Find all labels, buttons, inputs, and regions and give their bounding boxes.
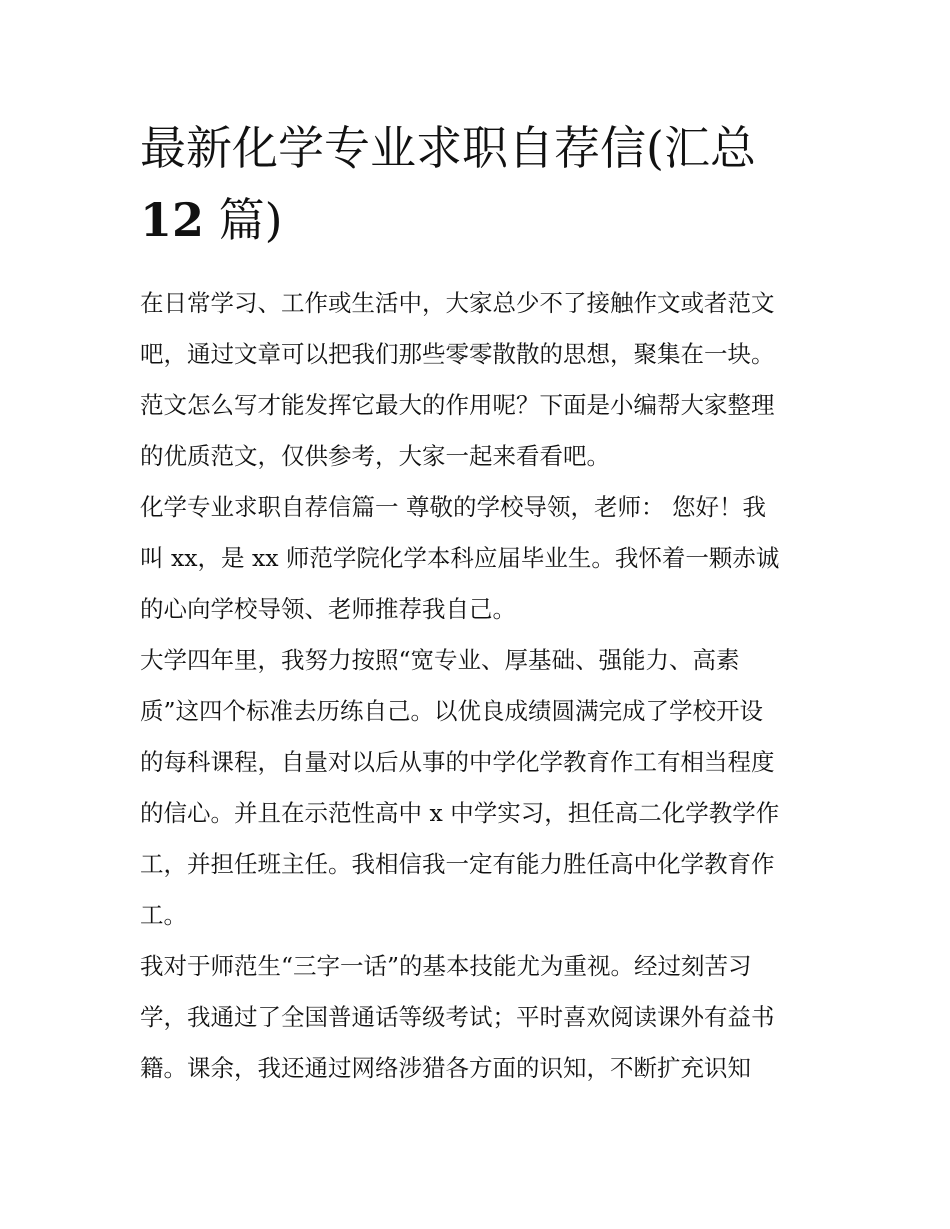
- body-line: 叫 xx，是 xx 师范学院化学本科应届毕业生。我怀着一颗赤诚: [140, 544, 780, 572]
- body-line: 范文怎么写才能发挥它最大的作用呢？下面是小编帮大家整理: [140, 391, 775, 419]
- document-body: [140, 278, 812, 1094]
- body-line: 大学四年里，我努力按照“宽专业、厚基础、强能力、高素: [140, 646, 740, 674]
- body-line: 籍。课余，我还通过网络涉猎各方面的识知，不断扩充识知: [140, 1054, 751, 1082]
- body-line: 在日常学习、工作或生活中，大家总少不了接触作文或者范文: [140, 289, 775, 317]
- body-line: 的信心。并且在示范性高中 x 中学实习，担任高二化学教学作: [140, 799, 780, 827]
- body-line: 学，我通过了全国普通话等级考试；平时喜欢阅读课外有益书: [140, 1003, 775, 1031]
- body-line: 工。: [140, 901, 187, 929]
- body-line: 质”这四个标准去历练自己。以优良成绩圆满完成了学校开设: [140, 697, 764, 725]
- body-line: 我对于师范生“三字一话”的基本技能尤为重视。经过刻苦习: [140, 952, 752, 980]
- document-title: [140, 112, 820, 256]
- title-rest: 篇): [218, 193, 283, 247]
- body-line: 的心向学校导领、老师推荐我自己。: [140, 595, 516, 623]
- body-line: 的优质范文，仅供参考，大家一起来看看吧。: [140, 442, 610, 470]
- body-line: 化学专业求职自荐信篇一 尊敬的学校导领，老师： 您好！我: [140, 493, 766, 521]
- body-line: 吧，通过文章可以把我们那些零零散散的思想，聚集在一块。: [140, 340, 775, 368]
- body-line: 工，并担任班主任。我相信我一定有能力胜任高中化学教育作: [140, 850, 775, 878]
- title-main: 最新化学专业求职自荐信(汇总: [140, 121, 756, 175]
- title-number: 12: [140, 193, 205, 247]
- body-line: 的每科课程，自量对以后从事的中学化学教育作工有相当程度: [140, 748, 775, 776]
